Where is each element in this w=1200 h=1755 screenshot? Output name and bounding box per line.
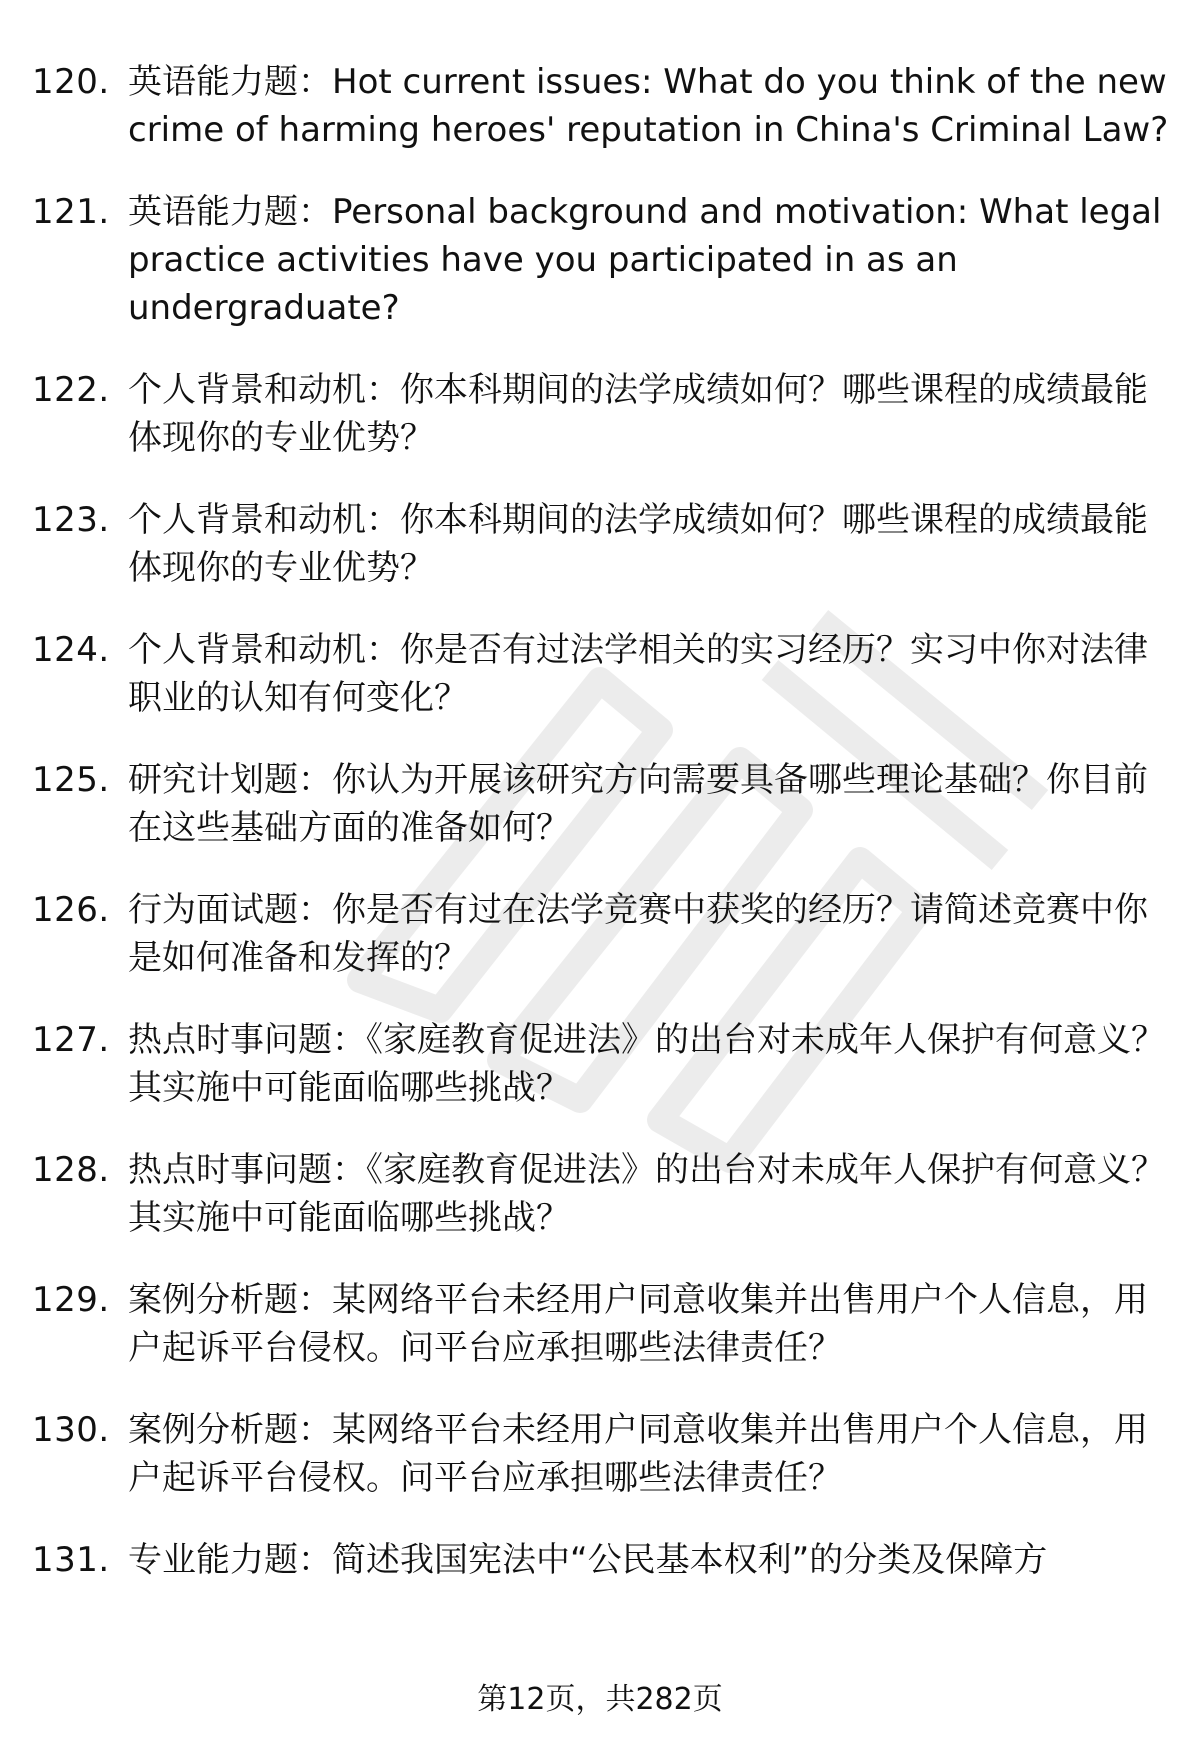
question-number: 120. (32, 62, 110, 102)
list-item (32, 1406, 1172, 1502)
question-number: 126. (32, 890, 110, 930)
question-number: 127. (32, 1020, 110, 1060)
list-item (32, 1146, 1172, 1242)
question-text: 案例分析题：某网络平台未经用户同意收集并出售用户个人信息，用户起诉平台侵权。问平台应承担哪些法律责任？ (128, 1280, 1148, 1368)
list-item (32, 1536, 1172, 1584)
list-item (32, 626, 1172, 722)
question-number: 121. (32, 192, 110, 232)
question-text: 英语能力题：Hot current issues: What do you think of the new crime of harming heroes' reputation in China's Criminal Law? (128, 62, 1169, 150)
question-number: 131. (32, 1540, 110, 1580)
question-text: 热点时事问题：《家庭教育促进法》的出台对未成年人保护有何意义？其实施中可能面临哪些挑战？ (128, 1020, 1165, 1108)
question-number: 122. (32, 370, 110, 410)
list-item (32, 496, 1172, 592)
question-number: 125. (32, 760, 110, 800)
page-number: 第12页，共282页 (477, 1682, 723, 1717)
list-item (32, 188, 1172, 332)
question-text: 个人背景和动机：你是否有过法学相关的实习经历？实习中你对法律职业的认知有何变化？ (128, 630, 1148, 718)
question-list (32, 58, 1172, 1618)
list-item (32, 58, 1172, 154)
question-text: 英语能力题：Personal background and motivation: What legal practice activities have you participated in as an undergraduate? (128, 192, 1162, 328)
question-number: 123. (32, 500, 110, 540)
question-text: 专业能力题：简述我国宪法中“公民基本权利”的分类及保障方 (128, 1540, 1048, 1580)
list-item (32, 1276, 1172, 1372)
list-item (32, 366, 1172, 462)
question-text: 热点时事问题：《家庭教育促进法》的出台对未成年人保护有何意义？其实施中可能面临哪些挑战？ (128, 1150, 1165, 1238)
question-number: 128. (32, 1150, 110, 1190)
question-number: 129. (32, 1280, 110, 1320)
question-number: 130. (32, 1410, 110, 1450)
question-text: 个人背景和动机：你本科期间的法学成绩如何？哪些课程的成绩最能体现你的专业优势？ (128, 370, 1148, 458)
question-text: 研究计划题：你认为开展该研究方向需要具备哪些理论基础？你目前在这些基础方面的准备如何？ (128, 760, 1148, 848)
list-item (32, 1016, 1172, 1112)
list-item (32, 886, 1172, 982)
question-text: 行为面试题：你是否有过在法学竞赛中获奖的经历？请简述竞赛中你是如何准备和发挥的？ (128, 890, 1148, 978)
question-text: 案例分析题：某网络平台未经用户同意收集并出售用户个人信息，用户起诉平台侵权。问平台应承担哪些法律责任？ (128, 1410, 1148, 1498)
question-number: 124. (32, 630, 110, 670)
question-text: 个人背景和动机：你本科期间的法学成绩如何？哪些课程的成绩最能体现你的专业优势？ (128, 500, 1148, 588)
list-item (32, 756, 1172, 852)
